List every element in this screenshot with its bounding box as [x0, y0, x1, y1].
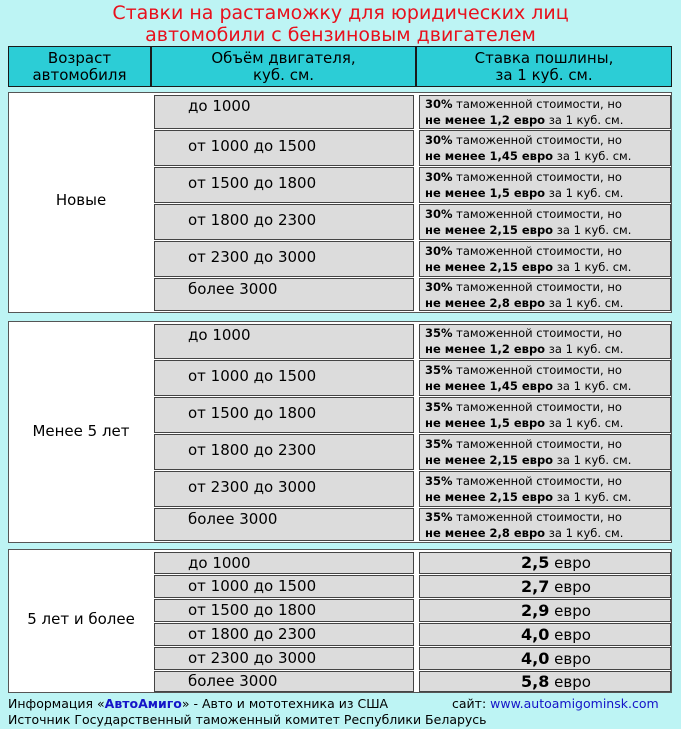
volume-cell: более 3000	[154, 508, 414, 541]
group-5-years-and-more	[8, 549, 672, 693]
rate-cell: 35% таможенной стоимости, но не менее 2,8 евро за 1 куб. см.	[419, 508, 671, 541]
footer-info-suffix: » - Авто и мототехника из США	[181, 696, 389, 711]
footer-info-prefix: Информация «	[8, 696, 105, 711]
rate-cell: 35% таможенной стоимости, но не менее 1,45 евро за 1 куб. см.	[419, 360, 671, 396]
header-volume-line-2: куб. см.	[252, 66, 315, 84]
volume-cell: от 1000 до 1500	[154, 575, 414, 598]
title-line-1: Ставки на растаможку для юридических лиц	[112, 2, 569, 24]
volume-cell: от 1000 до 1500	[154, 130, 414, 166]
rate-cell: 2,7 евро	[419, 575, 671, 598]
footer-site	[452, 696, 659, 711]
rate-cell: 5,8 евро	[419, 671, 671, 692]
volume-cell: от 1500 до 1800	[154, 599, 414, 622]
volume-cell: от 1800 до 2300	[154, 204, 414, 240]
rate-cell: 30% таможенной стоимости, но не менее 2,15 евро за 1 куб. см.	[419, 204, 671, 240]
header-rate-line-2: за 1 куб. см.	[495, 66, 593, 84]
header-age	[8, 46, 151, 87]
volume-cell: от 1000 до 1500	[154, 360, 414, 396]
header-volume-line-1: Объём двигателя,	[211, 49, 356, 67]
age-label: Менее 5 лет	[32, 422, 130, 440]
group-under-5-years	[8, 321, 672, 543]
footer-source: Источник Государственный таможенный комитет Республики Беларусь	[8, 712, 487, 727]
volume-cell: от 2300 до 3000	[154, 647, 414, 670]
volume-cell: от 1800 до 2300	[154, 623, 414, 646]
rate-cell: 35% таможенной стоимости, но не менее 2,15 евро за 1 куб. см.	[419, 434, 671, 470]
volume-cell: от 2300 до 3000	[154, 241, 414, 277]
age-label: 5 лет и более	[27, 610, 135, 628]
rate-cell: 30% таможенной стоимости, но не менее 2,15 евро за 1 куб. см.	[419, 241, 671, 277]
header-volume	[151, 46, 416, 87]
title-line-2: автомобили с бензиновым двигателем	[145, 24, 536, 46]
rate-cell: 2,5 евро	[419, 552, 671, 574]
age-label: Новые	[55, 191, 107, 209]
volume-cell: до 1000	[154, 552, 414, 574]
brand-name: АвтоАмиго	[104, 696, 182, 711]
rate-cell: 35% таможенной стоимости, но не менее 1,5 евро за 1 куб. см.	[419, 397, 671, 433]
rate-cell: 35% таможенной стоимости, но не менее 1,2 евро за 1 куб. см.	[419, 324, 671, 359]
rate-cell: 30% таможенной стоимости, но не менее 1,5 евро за 1 куб. см.	[419, 167, 671, 203]
rate-cell: 4,0 евро	[419, 647, 671, 670]
rate-cell: 30% таможенной стоимости, но не менее 1,45 евро за 1 куб. см.	[419, 130, 671, 166]
site-label: сайт:	[452, 696, 491, 711]
rate-cell: 2,9 евро	[419, 599, 671, 622]
rate-cell: 30% таможенной стоимости, но не менее 1,2 евро за 1 куб. см.	[419, 95, 671, 129]
volume-cell: от 1500 до 1800	[154, 167, 414, 203]
volume-cell: до 1000	[154, 324, 414, 359]
page-title	[0, 2, 681, 46]
volume-cell: от 1800 до 2300	[154, 434, 414, 470]
group-new	[8, 92, 672, 313]
rate-cell: 30% таможенной стоимости, но не менее 2,8 евро за 1 куб. см.	[419, 278, 671, 311]
volume-cell: более 3000	[154, 671, 414, 692]
volume-cell: от 2300 до 3000	[154, 471, 414, 507]
volume-cell: от 1500 до 1800	[154, 397, 414, 433]
volume-cell: более 3000	[154, 278, 414, 311]
volume-cell: до 1000	[154, 95, 414, 129]
rate-cell: 35% таможенной стоимости, но не менее 2,15 евро за 1 куб. см.	[419, 471, 671, 507]
footer-info	[8, 696, 388, 711]
rate-cell: 4,0 евро	[419, 623, 671, 646]
header-age-line-2: автомобиля	[32, 66, 127, 84]
site-link[interactable]: www.autoamigominsk.com	[490, 696, 659, 711]
header-rate	[416, 46, 672, 87]
header-age-line-1: Возраст	[47, 49, 112, 67]
header-rate-line-1: Ставка пошлины,	[474, 49, 614, 67]
